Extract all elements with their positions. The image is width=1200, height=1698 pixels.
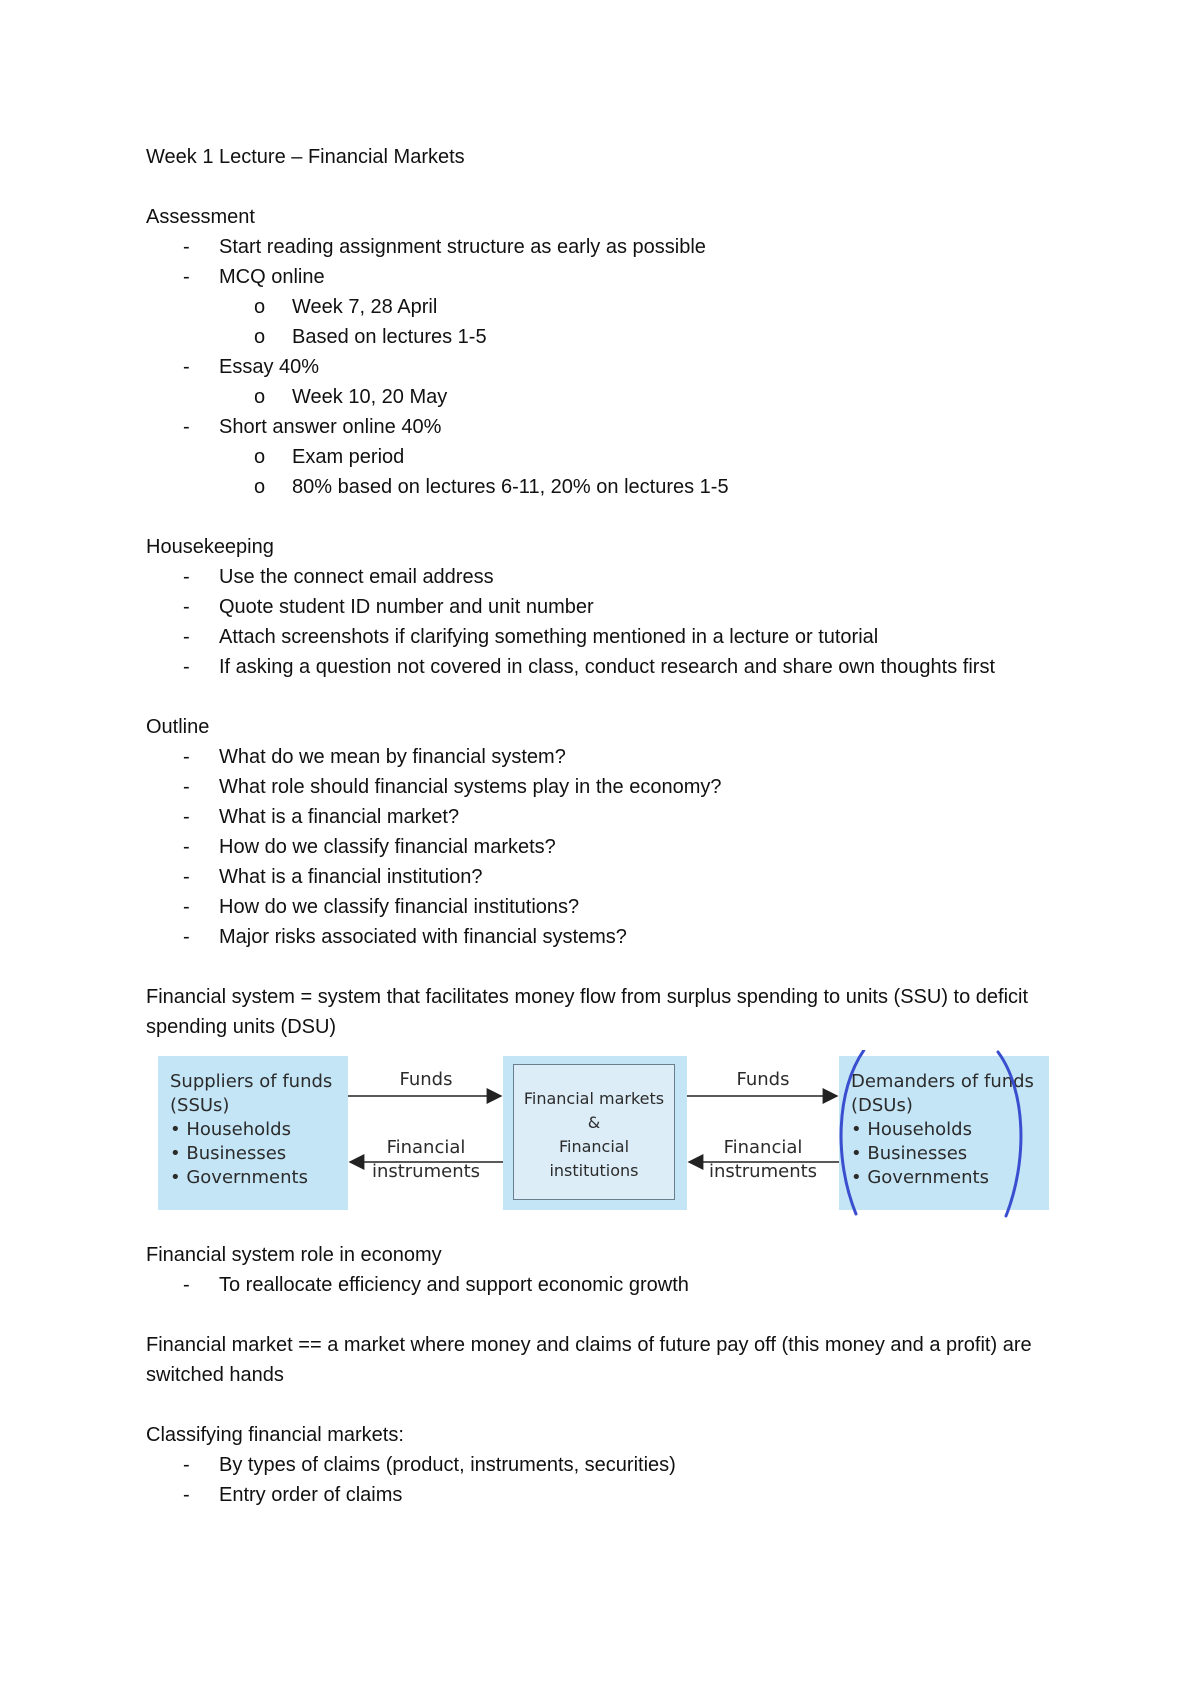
- demanders-item: • Businesses: [851, 1143, 968, 1164]
- financial-system-definition: Financial system = system that facilitates money flow from surplus spending to units (SSU) to deficit spending units (DSU): [146, 986, 1029, 1038]
- center-line: institutions: [549, 1161, 639, 1180]
- classifying-heading: Classifying financial markets:: [146, 1424, 404, 1446]
- demanders-title: Demanders of funds: [851, 1071, 1034, 1092]
- list-item: - What do we mean by financial system?: [146, 742, 1066, 772]
- sub-list: [219, 292, 1066, 352]
- list-item: - Short answer online 40% o Exam period o 80% based on lectures 6-11, 20% on lectures 1-5: [146, 412, 1066, 502]
- center-line: Financial markets: [523, 1089, 665, 1108]
- list-item: - Attach screenshots if clarifying something mentioned in a lecture or tutorial: [146, 622, 1066, 652]
- suppliers-abbr: (SSUs): [170, 1095, 230, 1116]
- suppliers-item: • Households: [170, 1119, 291, 1140]
- list-item: - MCQ online o Week 7, 28 April o Based on lectures 1-5: [146, 262, 1066, 352]
- housekeeping-list: [146, 562, 1066, 682]
- list-item: - Entry order of claims: [146, 1480, 1066, 1510]
- list-item: - Essay 40% o Week 10, 20 May: [146, 352, 1066, 412]
- center-line: &: [587, 1113, 601, 1132]
- assessment-list: [146, 232, 1066, 502]
- sub-list: [219, 442, 1066, 502]
- classifying-list: [146, 1450, 1066, 1510]
- demanders-abbr: (DSUs): [851, 1095, 913, 1116]
- sub-list-item: o Week 10, 20 May: [219, 382, 1066, 412]
- list-item: - What is a financial institution?: [146, 862, 1066, 892]
- instruments-label-left-line1: Financial: [386, 1137, 466, 1158]
- list-item: - What role should financial systems play in the economy?: [146, 772, 1066, 802]
- outline-list: [146, 742, 1066, 952]
- demanders-item: • Governments: [851, 1167, 989, 1188]
- list-item: - Start reading assignment structure as early as possible: [146, 232, 1066, 262]
- suppliers-item: • Businesses: [170, 1143, 287, 1164]
- list-item: - How do we classify financial institutions?: [146, 892, 1066, 922]
- list-item: - To reallocate efficiency and support economic growth: [146, 1270, 1066, 1300]
- list-item: - By types of claims (product, instruments, securities): [146, 1450, 1066, 1480]
- document-page: [146, 142, 1066, 1510]
- financial-market-definition: Financial market == a market where money and claims of future pay off (this money and a profit) are switched hands: [146, 1334, 1032, 1386]
- list-item: - How do we classify financial markets?: [146, 832, 1066, 862]
- role-list: [146, 1270, 1066, 1300]
- funds-label-left: Funds: [399, 1069, 453, 1090]
- sub-list-item: o Week 7, 28 April: [219, 292, 1066, 322]
- sub-list-item: o Exam period: [219, 442, 1066, 472]
- document-title: Week 1 Lecture – Financial Markets: [146, 146, 465, 168]
- handwritten-bracket-right: [998, 1052, 1021, 1216]
- sub-list-item: o Based on lectures 1-5: [219, 322, 1066, 352]
- financial-system-diagram: [146, 1050, 1046, 1218]
- sub-list-item: o 80% based on lectures 6-11, 20% on lectures 1-5: [219, 472, 1066, 502]
- sub-list: [219, 382, 1066, 412]
- suppliers-item: • Governments: [170, 1167, 308, 1188]
- list-item: - Use the connect email address: [146, 562, 1066, 592]
- instruments-label-right-line2: instruments: [708, 1161, 818, 1182]
- funds-label-right: Funds: [736, 1069, 790, 1090]
- instruments-label-right-line1: Financial: [723, 1137, 803, 1158]
- list-item: - If asking a question not covered in class, conduct research and share own thoughts first: [146, 652, 1066, 682]
- center-line: Financial: [558, 1137, 630, 1156]
- housekeeping-heading: Housekeeping: [146, 536, 274, 558]
- outline-heading: Outline: [146, 716, 210, 738]
- list-item: - What is a financial market?: [146, 802, 1066, 832]
- demanders-item: • Households: [851, 1119, 972, 1140]
- handwritten-bracket-left: [841, 1050, 864, 1214]
- suppliers-title: Suppliers of funds: [170, 1071, 333, 1092]
- instruments-label-left-line2: instruments: [371, 1161, 481, 1182]
- role-heading: Financial system role in economy: [146, 1244, 442, 1266]
- list-item: - Quote student ID number and unit number: [146, 592, 1066, 622]
- diagram-arrows: [146, 1050, 1066, 1218]
- list-item: - Major risks associated with financial systems?: [146, 922, 1066, 952]
- assessment-heading: Assessment: [146, 206, 255, 228]
